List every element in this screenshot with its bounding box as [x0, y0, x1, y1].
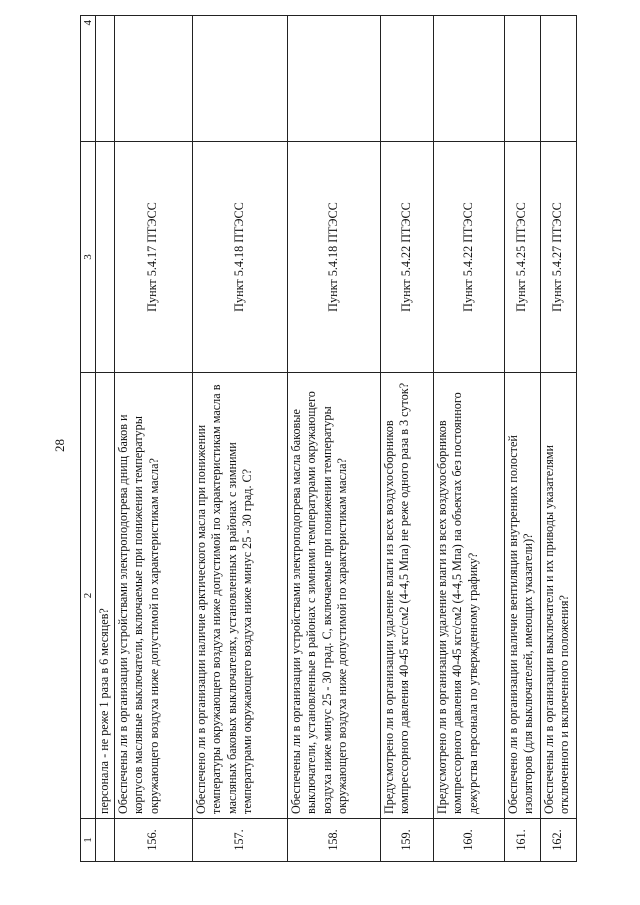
- row-reference-cell: Пункт 5.4.27 ПТЭСС: [540, 142, 576, 373]
- table-row: [114, 16, 192, 862]
- table-row: [380, 16, 433, 862]
- row-note-cell: [192, 16, 287, 142]
- row-question-cell: Обеспечено ли в организации наличие вентиляции внутренних полостей изоляторов (для выключателей, имеющих указатели)?: [504, 373, 540, 819]
- checklist-table: [80, 15, 577, 862]
- row-number-cell: 161.: [504, 819, 540, 862]
- table-row-continuation: [96, 16, 115, 862]
- row-reference-cell: Пункт 5.4.22 ПТЭСС: [433, 142, 504, 373]
- row-question-cell: Обеспечены ли в организации устройствами электроподогрева днищ баков и корпусов масляные выключатели, включаемые при понижении температуры окружающего воздуха ниже допустимой по характеристикам масла?: [114, 373, 192, 819]
- row-number-cell: 159.: [380, 819, 433, 862]
- rotated-page-content: [80, 20, 578, 862]
- row-number-cell: 156.: [114, 819, 192, 862]
- table-row: [433, 16, 504, 862]
- row-reference-cell: [96, 142, 115, 373]
- header-col-1: 1: [81, 819, 96, 862]
- table-row: [192, 16, 287, 862]
- row-number-cell: 160.: [433, 819, 504, 862]
- row-reference-cell: Пункт 5.4.18 ПТЭСС: [192, 142, 287, 373]
- row-note-cell: [433, 16, 504, 142]
- row-note-cell: [540, 16, 576, 142]
- row-reference-cell: Пункт 5.4.22 ПТЭСС: [380, 142, 433, 373]
- row-number-cell: 162.: [540, 819, 576, 862]
- row-reference-cell: Пункт 5.4.17 ПТЭСС: [114, 142, 192, 373]
- row-number-cell: 157.: [192, 819, 287, 862]
- row-reference-cell: Пункт 5.4.25 ПТЭСС: [504, 142, 540, 373]
- row-note-cell: [287, 16, 380, 142]
- row-question-cell: персонала - не реже 1 раза в 6 месяцев?: [96, 373, 115, 819]
- row-question-cell: Предусмотрено ли в организации удаление влаги из всех воздухосборников компрессорного давления 40-45 кгс/см2 (4-4,5 Мпа) на объектах без постоянного дежурства персонала по утвержденному графику?: [433, 373, 504, 819]
- row-number-cell: [96, 819, 115, 862]
- row-note-cell: [114, 16, 192, 142]
- row-number-cell: 158.: [287, 819, 380, 862]
- header-col-3: 3: [81, 142, 96, 373]
- row-reference-cell: Пункт 5.4.18 ПТЭСС: [287, 142, 380, 373]
- row-question-cell: Обеспечено ли в организации наличие арктического масла при понижении температуры окружающего воздуха ниже допустимой по характеристикам масла в масляных баковых выключателях, установленных в районах с зимними температурами окружающего воздуха ниже минус 25 - 30 град. С?: [192, 373, 287, 819]
- table-header-row: [81, 16, 96, 862]
- header-col-2: 2: [81, 373, 96, 819]
- row-note-cell: [96, 16, 115, 142]
- row-question-cell: Предусмотрено ли в организации удаление влаги из всех воздухосборников компрессорного давления 40-45 кгс/см2 (4-4,5 Мпа) не реже одного раза в 3 суток?: [380, 373, 433, 819]
- row-note-cell: [504, 16, 540, 142]
- row-question-cell: Обеспечены ли в организации выключатели и их приводы указателями отключенного и включенного положения?: [540, 373, 576, 819]
- page-number: 28: [52, 439, 67, 452]
- table-row: [287, 16, 380, 862]
- row-question-cell: Обеспечены ли в организации устройствами электроподогрева масла баковые выключатели, установленные в районах с зимними температурами окружающего воздуха ниже минус 25 - 30 град. С, включаемые при понижении температуры окружающего воздуха ниже допустимой по характеристикам масла?: [287, 373, 380, 819]
- table-row: [504, 16, 540, 862]
- row-note-cell: [380, 16, 433, 142]
- header-col-4: 4: [81, 16, 96, 142]
- table-row: [540, 16, 576, 862]
